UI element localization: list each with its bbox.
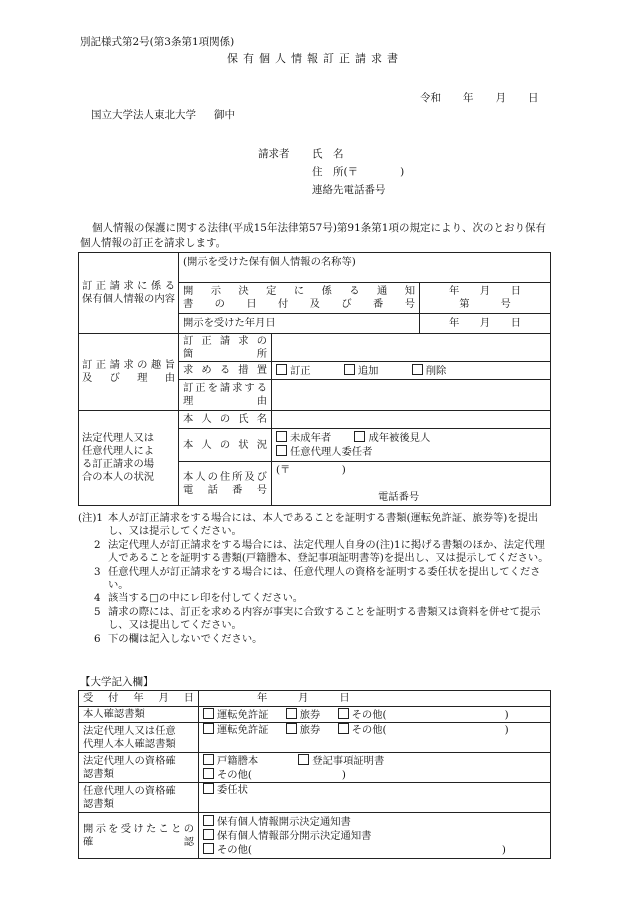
section-target-label-1: 訂正請求に係る — [82, 280, 175, 292]
option-label: 登記事項証明書 — [312, 754, 385, 767]
form-id: 別記様式第2号(第3条第1項関係) — [80, 36, 235, 48]
addressee-name: 国立大学法人東北大学 — [91, 109, 196, 121]
checkbox[interactable] — [203, 829, 214, 840]
location-field[interactable] — [272, 334, 551, 362]
checkbox[interactable] — [344, 364, 355, 375]
principal-address-label — [179, 462, 272, 506]
status-label: 成年被後見人 — [368, 432, 431, 444]
option-label: 旅券 — [299, 724, 321, 736]
requester-address-field[interactable]: 住 所(〒 ) — [312, 166, 405, 178]
section-principal-label-3: る訂正請求の場 — [82, 458, 155, 470]
notes-section — [78, 512, 550, 646]
status-option-adult-ward[interactable] — [354, 432, 430, 444]
office-legal-proxy-options — [199, 753, 551, 783]
intro-paragraph: 個人情報の保護に関する法律(平成15年法律第57号)第91条第1項の規定により、次のとおり保有個人情報の訂正を請求します。 — [80, 222, 546, 249]
status-option-minor[interactable] — [276, 432, 331, 444]
checkbox[interactable] — [286, 708, 297, 719]
principal-name-label: 本人の氏名 — [179, 411, 272, 429]
measure-label: 削除 — [425, 364, 447, 377]
principal-phone: 電話番号 — [378, 491, 420, 503]
checkbox[interactable] — [338, 723, 349, 734]
option-label: 委任状 — [217, 784, 248, 796]
checkbox[interactable] — [276, 364, 287, 375]
checkbox[interactable] — [276, 431, 287, 442]
close-paren: ) — [501, 843, 506, 856]
status-label: 未成年者 — [290, 432, 332, 444]
note-item — [78, 633, 550, 646]
reason-label-1: 訂正を請求する — [183, 382, 267, 394]
checkbox[interactable] — [203, 843, 214, 854]
note-text: 請求の際には、訂正を求める内容が事実に合致することを証明する書類又は資料を併せて提示し、又は提出してください。 — [108, 605, 541, 632]
note-text: 下の欄は記入しないでください。 — [108, 632, 263, 645]
office-disclosure-label-1: 開示を受けたことの — [83, 822, 194, 835]
note-item — [78, 592, 550, 605]
honorific: 御中 — [214, 109, 235, 121]
location-label-1: 訂正請求の — [183, 334, 267, 347]
submission-date — [420, 92, 539, 105]
office-disclosure-label-2: 確認 — [83, 835, 194, 848]
status-option-delegator[interactable] — [276, 446, 372, 458]
received-date-label: 開示を受けた年月日 — [179, 314, 420, 334]
reason-label-2: 理由 — [183, 395, 267, 407]
section-target-label-2: 保有個人情報の内容 — [82, 293, 175, 305]
checkbox[interactable] — [286, 723, 297, 734]
checkbox[interactable] — [354, 431, 365, 442]
checkbox[interactable] — [338, 708, 349, 719]
option-label: 旅券 — [299, 708, 321, 721]
measure-option-add[interactable] — [344, 365, 379, 377]
office-use-heading: 【大学記入欄】 — [80, 676, 154, 688]
measure-label: 追加 — [357, 364, 379, 377]
section-principal-label-4: 合の本人の状況 — [82, 471, 155, 483]
close-paren: ) — [504, 708, 509, 721]
reason-label — [179, 380, 272, 411]
note-number: (注)1 — [78, 512, 103, 524]
option-label: 戸籍謄本 — [217, 754, 259, 767]
section-purpose — [79, 334, 179, 411]
measure-option-correct[interactable] — [276, 365, 311, 377]
office-received-date: 年 月 日 — [199, 691, 551, 707]
option-label: 保有個人情報部分開示決定通知書 — [217, 829, 372, 842]
principal-postal: (〒 ) — [276, 464, 346, 476]
disclosed-info-name-field[interactable]: (開示を受けた保有個人情報の名称等) — [179, 253, 551, 283]
note-number: 5 — [94, 605, 101, 618]
note-text: 本人が訂正請求をする場合には、本人であることを証明する書類(運転免許証、旅券等)を提出し、又は提示してください。 — [108, 512, 539, 538]
office-legal-proxy-label — [79, 753, 199, 783]
option-label: 保有個人情報開示決定通知書 — [217, 815, 351, 828]
office-proxy-id-options — [199, 723, 551, 753]
measures-label: 求める措置 — [179, 362, 272, 380]
office-proxy-id-label-1: 法定代理人又は任意 — [83, 724, 176, 737]
office-id-docs-label: 本人確認書類 — [79, 707, 199, 723]
notice-date: 年 月 日 — [448, 285, 522, 297]
office-legal-proxy-label-2: 認書類 — [83, 767, 114, 780]
office-disclosure-label — [79, 813, 199, 859]
requester-label: 請求者 — [258, 148, 290, 160]
close-paren: ) — [504, 724, 509, 736]
note-number: 3 — [94, 565, 101, 578]
checkbox[interactable] — [412, 364, 423, 375]
measure-option-delete[interactable] — [412, 365, 447, 377]
date-month: 月 — [495, 92, 506, 104]
note-item — [78, 539, 550, 566]
note-item — [78, 566, 550, 593]
checkbox[interactable] — [298, 754, 309, 765]
principal-status-options — [272, 429, 551, 462]
addressee — [91, 109, 235, 122]
notice-label-1: 開示決定に係る通知 — [183, 285, 415, 297]
note-item — [78, 606, 550, 633]
section-principal-label-2: 任意代理人によ — [82, 445, 155, 457]
principal-address-label-2: 電話番号 — [183, 483, 267, 496]
checkbox[interactable] — [203, 815, 214, 826]
section-principal-label-1: 法定代理人又は — [82, 432, 155, 444]
checkbox[interactable] — [203, 754, 214, 765]
office-voluntary-proxy-label-1: 任意代理人の資格確 — [83, 784, 176, 797]
option-label: 運転免許証 — [217, 724, 269, 736]
office-proxy-id-label — [79, 723, 199, 753]
checkbox[interactable] — [203, 783, 214, 794]
principal-status-label: 本人の状況 — [179, 429, 272, 462]
option-label: その他( — [351, 708, 387, 721]
requester-phone-field[interactable]: 連絡先電話番号 — [312, 184, 386, 196]
note-text: 該当する□の中にレ印を付してください。 — [108, 592, 304, 605]
note-number: 6 — [94, 632, 101, 645]
note-text: 任意代理人が訂正請求をする場合には、任意代理人の資格を証明する委任状を提出してください。 — [108, 565, 541, 592]
measure-label: 訂正 — [290, 364, 311, 377]
office-received-label: 受付年月日 — [79, 691, 199, 707]
office-voluntary-proxy-label-2: 認書類 — [83, 797, 114, 810]
office-voluntary-proxy-label — [79, 783, 199, 813]
location-label-2: 箇所 — [183, 347, 267, 360]
section-purpose-label-2: 及び理由 — [82, 372, 175, 384]
checkbox[interactable] — [203, 768, 214, 779]
note-number: 4 — [94, 592, 101, 605]
principal-name-field[interactable] — [272, 411, 551, 429]
option-label: その他( — [351, 724, 387, 736]
date-day: 日 — [528, 92, 539, 104]
notice-label — [179, 283, 420, 314]
checkbox[interactable] — [203, 708, 214, 719]
section-purpose-label-1: 訂正請求の趣旨 — [82, 359, 175, 371]
date-era: 令和 — [420, 92, 441, 104]
checkbox[interactable] — [203, 723, 214, 734]
section-target-info — [79, 253, 179, 334]
section-principal — [79, 411, 179, 506]
office-proxy-id-label-2: 代理人本人確認書類 — [83, 737, 176, 750]
notice-number: 第 号 — [459, 298, 511, 310]
requester-name-field[interactable]: 氏 名 — [312, 148, 344, 160]
notice-date-number-field[interactable] — [420, 283, 551, 314]
office-disclosure-options — [199, 813, 551, 859]
office-id-docs-options — [199, 707, 551, 723]
request-table — [78, 252, 551, 506]
office-voluntary-proxy-options — [199, 783, 551, 813]
note-number: 2 — [94, 538, 101, 551]
close-paren: ) — [341, 768, 346, 781]
principal-address-field[interactable] — [272, 462, 551, 506]
option-label: その他( — [217, 768, 252, 781]
received-date-field[interactable]: 年 月 日 — [420, 314, 551, 334]
reason-field[interactable] — [272, 380, 551, 411]
checkbox[interactable] — [276, 445, 287, 456]
option-label: その他( — [217, 843, 252, 856]
office-use-table — [78, 690, 551, 859]
location-label — [179, 334, 272, 362]
status-label: 任意代理人委任者 — [290, 446, 373, 458]
note-item — [78, 512, 550, 539]
document-title: 保有個人情報訂正請求書 — [227, 52, 403, 65]
notice-label-2: 書の日付及び番号 — [183, 298, 415, 310]
office-legal-proxy-label-1: 法定代理人の資格確 — [83, 754, 176, 767]
date-year: 年 — [463, 92, 474, 104]
note-text: 法定代理人が訂正請求をする場合には、法定代理人自身の(注)1に掲げる書類のほか、法定代理人であることを証明する書類(戸籍謄本、登記事項証明書等)を提出し、又は提示してください。 — [108, 538, 549, 565]
option-label: 運転免許証 — [217, 708, 269, 721]
principal-address-label-1: 本人の住所及び — [183, 470, 267, 483]
measures-options — [272, 362, 551, 380]
